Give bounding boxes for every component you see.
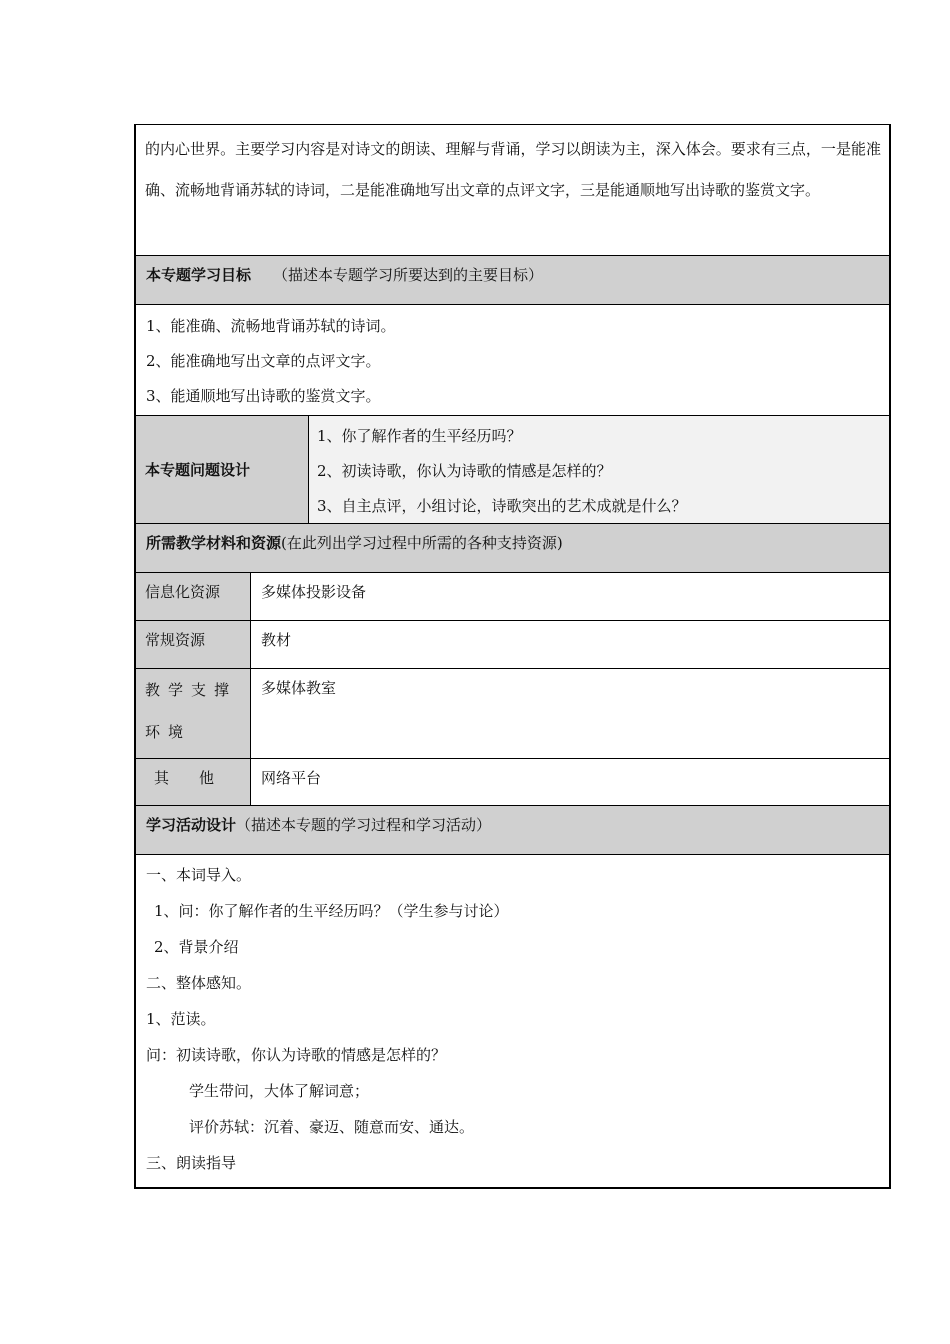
activities-note: （描述本专题的学习过程和学习活动） bbox=[236, 816, 492, 834]
activity-line: 三、朗读指导 bbox=[146, 1154, 237, 1172]
activity-line: 一、本词导入。 bbox=[146, 866, 252, 884]
goal-item: 2、能准确地写出文章的点评文字。 bbox=[146, 352, 381, 370]
intro-paragraph: 的内心世界。主要学习内容是对诗文的朗读、理解与背诵，学习以朗读为主，深入体会。要求有三点，一是能准确、流畅地背诵苏轼的诗词，二是能准确地写出文章的点评文字，三是能通顺地写出诗歌的鉴赏文字。 bbox=[136, 125, 889, 256]
resources-title: 所需教学材料和资源 bbox=[146, 534, 282, 552]
activity-line: 评价苏轼：沉着、豪迈、随意而安、通达。 bbox=[189, 1118, 475, 1136]
resource-row bbox=[136, 759, 889, 806]
question-item: 2、初读诗歌，你认为诗歌的情感是怎样的？ bbox=[317, 462, 612, 480]
activity-line: 2、背景介绍 bbox=[154, 938, 239, 956]
question-item: 1、你了解作者的生平经历吗？ bbox=[317, 427, 522, 445]
activity-line: 问：初读诗歌，你认为诗歌的情感是怎样的？ bbox=[146, 1046, 447, 1064]
activity-line: 学生带问，大体了解词意； bbox=[189, 1082, 370, 1100]
goals-title: 本专题学习目标 bbox=[146, 266, 252, 284]
resource-value: 多媒体教室 bbox=[261, 679, 337, 697]
resource-label: 其 他 bbox=[136, 759, 251, 805]
activity-line: 1、问：你了解作者的生平经历吗？（学生参与讨论） bbox=[154, 902, 509, 920]
resource-row bbox=[136, 621, 889, 669]
activities-body bbox=[136, 855, 889, 1187]
lesson-plan-table bbox=[134, 124, 891, 1189]
questions-list bbox=[309, 416, 889, 523]
resource-value: 多媒体投影设备 bbox=[261, 583, 367, 601]
resource-label: 信息化资源 bbox=[136, 573, 251, 620]
goal-item: 3、能通顺地写出诗歌的鉴赏文字。 bbox=[146, 387, 381, 405]
resource-value: 教材 bbox=[261, 631, 292, 649]
goals-note: （描述本专题学习所要达到的主要目标） bbox=[273, 266, 544, 284]
activity-line: 二、整体感知。 bbox=[146, 974, 252, 992]
resources-note: (在此列出学习过程中所需的各种支持资源) bbox=[281, 534, 563, 552]
question-item: 3、自主点评，小组讨论，诗歌突出的艺术成就是什么？ bbox=[317, 497, 687, 515]
activities-title: 学习活动设计 bbox=[146, 816, 237, 834]
resource-label: 常规资源 bbox=[136, 621, 251, 668]
activity-line: 1、范读。 bbox=[146, 1010, 216, 1028]
resources-header bbox=[136, 524, 889, 573]
resource-label: 教学支撑环境 bbox=[136, 669, 251, 758]
goals-list bbox=[136, 305, 889, 416]
resource-row bbox=[136, 669, 889, 759]
goals-header bbox=[136, 256, 889, 305]
questions-label: 本专题问题设计 bbox=[136, 416, 309, 523]
resource-row bbox=[136, 573, 889, 621]
goal-item: 1、能准确、流畅地背诵苏轼的诗词。 bbox=[146, 317, 396, 335]
questions-row bbox=[136, 416, 889, 524]
activities-header bbox=[136, 806, 889, 855]
resource-value: 网络平台 bbox=[261, 769, 322, 787]
